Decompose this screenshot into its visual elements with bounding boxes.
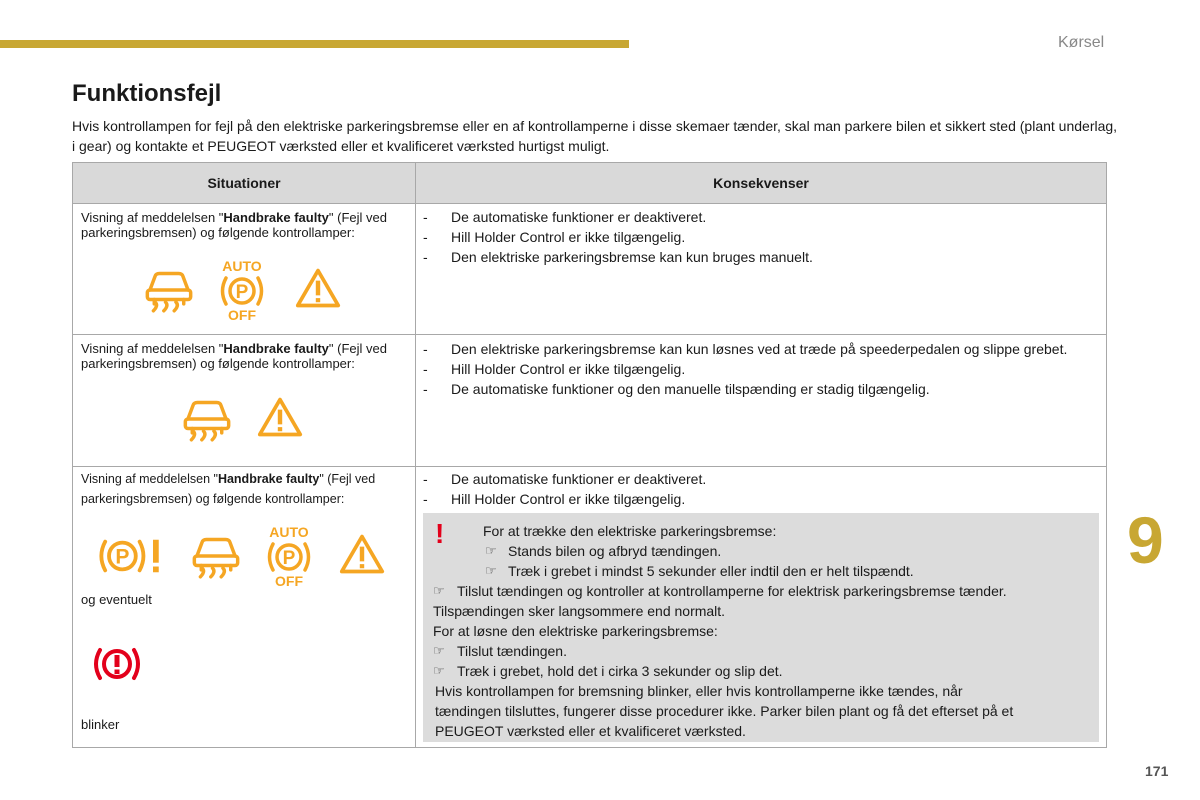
note-step-pull: Træk i grebet i mindst 5 sekunder eller indtil den er helt tilspændt. <box>508 563 914 579</box>
list-item: - De automatiske funktioner er deaktiveret. <box>423 469 1083 489</box>
row-divider <box>73 334 1106 335</box>
page-title: Funktionsfejl <box>72 80 222 107</box>
header-gold-bar <box>0 40 629 48</box>
warning-triangle-icon <box>257 396 303 438</box>
note-warning-line: Hvis kontrollampen for bremsning blinker, eller hvis kontrollamperne ikke tændes, når <box>435 683 963 699</box>
list-item: - Hill Holder Control er ikke tilgængelig. <box>423 227 1083 247</box>
note-step-stop: Stands bilen og afbryd tændingen. <box>508 543 722 559</box>
note-step-ignition-on: Tilslut tændingen. <box>457 643 567 659</box>
svg-text:AUTO: AUTO <box>222 259 262 274</box>
note-step-pull-hold: Træk i grebet, hold det i cirka 3 sekunder og slip det. <box>457 663 783 679</box>
header-situations: Situationer <box>207 175 281 191</box>
row2-situation: Visning af meddelelsen "Handbrake faulty" (Fejl ved parkeringsbremsen) og følgende kontrollamper: <box>81 341 387 371</box>
svg-text:P: P <box>235 282 249 303</box>
row1-situation: Visning af meddelelsen "Handbrake faulty" (Fejl ved parkeringsbremsen) og følgende kontrollamper: <box>81 210 387 240</box>
warning-triangle-icon <box>339 533 385 575</box>
list-item: - De automatiske funktioner og den manuelle tilspænding er stadig tilgængelig. <box>423 379 1083 399</box>
skid-warning-icon <box>143 267 195 313</box>
brake-alert-red-icon <box>91 644 143 684</box>
svg-text:P: P <box>282 548 296 569</box>
hand-pointer-icon: ☞ <box>433 583 445 598</box>
row1-consequences <box>423 207 1083 267</box>
malfunction-table <box>72 162 1107 748</box>
intro-paragraph: Hvis kontrollampen for fejl på den elektriske parkeringsbremse eller en af kontrollamperne i disse skemaer tænder, skal man parkere bilen et sikkert sted (plant underlag, i gear) og kontakte et PEUGEOT værksted eller et kvalificeret værksted hurtigst muligt. <box>72 118 1118 154</box>
row-divider <box>73 466 1106 467</box>
svg-text:OFF: OFF <box>275 573 303 589</box>
note-warning-line: PEUGEOT værksted eller et kvalificeret værksted. <box>435 723 746 739</box>
skid-warning-icon <box>181 396 233 442</box>
list-item: - De automatiske funktioner er deaktiveret. <box>423 207 1083 227</box>
instruction-note-box <box>423 513 1099 742</box>
note-slower: Tilspændingen sker langsommere end normalt. <box>433 603 726 619</box>
column-divider <box>415 163 416 747</box>
auto-p-off-icon <box>213 259 271 323</box>
hand-pointer-icon: ☞ <box>485 563 497 578</box>
row3-also-label: og eventuelt <box>81 592 152 607</box>
warning-triangle-icon <box>295 267 341 309</box>
row2-consequences <box>423 339 1083 399</box>
table-header <box>73 163 1106 204</box>
skid-warning-icon <box>190 533 242 579</box>
chapter-label: Kørsel <box>1058 34 1105 51</box>
note-release-title: For at trække den elektriske parkeringsbremse: <box>483 523 777 539</box>
auto-p-off-icon <box>260 525 318 589</box>
parking-brake-fault-icon <box>97 534 165 578</box>
hand-pointer-icon: ☞ <box>433 643 445 658</box>
row3-consequences <box>423 469 1083 509</box>
list-item: - Den elektriske parkeringsbremse kan kun løsnes ved at træde på speederpedalen og slippe grebet. <box>423 339 1083 359</box>
list-item: - Hill Holder Control er ikke tilgængelig. <box>423 489 1083 509</box>
list-item: - Den elektriske parkeringsbremse kan kun bruges manuelt. <box>423 247 1083 267</box>
row3-situation: Visning af meddelelsen "Handbrake faulty" (Fejl ved parkeringsbremsen) og følgende kontrollamper: <box>81 472 376 506</box>
page-number: 171 <box>1145 763 1169 779</box>
note-loosen-title: For at løsne den elektriske parkeringsbremse: <box>433 623 718 639</box>
row3-blink-label: blinker <box>81 717 120 732</box>
chapter-number: 9 <box>1127 503 1164 577</box>
hand-pointer-icon: ☞ <box>433 663 445 678</box>
exclamation-icon: ! <box>435 518 445 549</box>
hand-pointer-icon: ☞ <box>485 543 497 558</box>
svg-text:OFF: OFF <box>228 307 256 323</box>
list-item: - Hill Holder Control er ikke tilgængelig. <box>423 359 1083 379</box>
note-step-ignition-check: Tilslut tændingen og kontroller at kontrollamperne for elektrisk parkeringsbremse tænder. <box>457 583 1007 599</box>
svg-text:AUTO: AUTO <box>269 525 309 540</box>
header-consequences: Konsekvenser <box>713 175 809 191</box>
note-warning-line: tændingen tilsluttes, fungerer disse procedurer ikke. Parker bilen plant og få det efterset på et <box>435 703 1014 719</box>
